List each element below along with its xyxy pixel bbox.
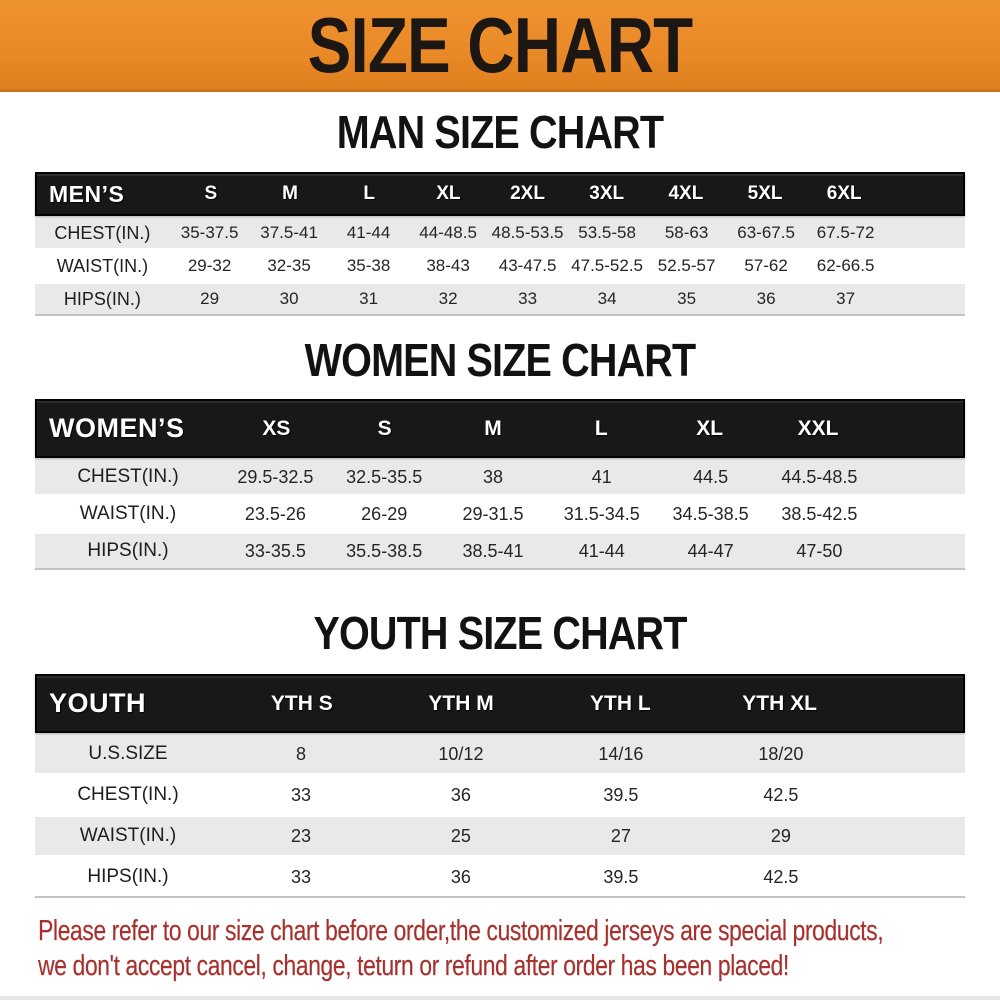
size-value: 36 (450, 784, 471, 805)
size-column-header: 5XL (747, 183, 783, 204)
table-corner-label: MEN’S (49, 180, 125, 207)
size-column-header: YTH XL (742, 691, 817, 715)
table-header-row (35, 674, 965, 733)
measurement-label: HIPS(IN.) (87, 866, 169, 887)
size-column-header: M (484, 416, 502, 440)
measurement-label: CHEST(IN.) (54, 222, 151, 243)
size-value: 14/16 (598, 743, 644, 764)
size-value: 38-43 (426, 256, 470, 275)
table-row (35, 817, 965, 855)
size-value: 44.5-48.5 (781, 466, 858, 487)
table-row (35, 460, 965, 494)
size-column-header: 6XL (826, 183, 862, 204)
size-value: 67.5-72 (816, 223, 875, 242)
size-value: 35-38 (346, 256, 391, 275)
size-value: 33 (290, 866, 311, 887)
size-value: 35.5-38.5 (346, 540, 423, 561)
table-corner-label: YOUTH (49, 688, 146, 718)
size-value: 34 (597, 289, 617, 308)
size-value: 32.5-35.5 (346, 466, 423, 487)
size-value: 41-44 (346, 223, 391, 242)
size-value: 34.5-38.5 (672, 503, 749, 524)
size-value: 47.5-52.5 (571, 256, 644, 275)
size-value: 37.5-41 (260, 223, 318, 242)
size-value: 44-48.5 (419, 223, 477, 242)
table-row (35, 776, 965, 814)
size-value: 44.5 (693, 466, 729, 487)
size-value: 29-31.5 (462, 503, 524, 524)
size-value: 39.5 (603, 866, 639, 887)
page-title: SIZE CHART (307, 0, 693, 89)
size-value: 29 (770, 825, 791, 846)
size-value: 26-29 (361, 503, 408, 524)
size-value: 52.5-57 (657, 256, 716, 275)
table-row (35, 534, 965, 570)
table-row (35, 858, 965, 898)
size-value: 31 (359, 289, 379, 308)
size-value: 23.5-26 (244, 503, 306, 524)
size-value: 58-63 (664, 223, 709, 242)
women-size-chart-heading: WOMEN SIZE CHART (304, 334, 696, 386)
size-value: 42.5 (763, 784, 799, 805)
size-value: 8 (295, 743, 306, 764)
table-body (35, 460, 965, 570)
size-column-header: S (204, 183, 218, 204)
size-value: 39.5 (603, 784, 639, 805)
size-value: 42.5 (763, 866, 799, 887)
size-value: 29-32 (187, 256, 232, 275)
size-value: 36 (756, 289, 776, 308)
size-column-header: M (282, 183, 298, 204)
size-value: 10/12 (438, 743, 484, 764)
youth-size-chart-heading: YOUTH SIZE CHART (313, 607, 687, 659)
table-row (35, 284, 965, 316)
size-value: 35 (677, 289, 697, 308)
size-column-header: L (594, 416, 608, 440)
size-value: 18/20 (758, 743, 804, 764)
size-value: 29 (200, 289, 220, 308)
size-value: 41 (591, 466, 612, 487)
size-column-header: XS (262, 416, 291, 440)
youth-size-chart-section (0, 607, 1000, 898)
table-corner-label: WOMEN’S (49, 413, 185, 443)
size-value: 63-67.5 (737, 223, 795, 242)
youth-size-table (35, 674, 965, 898)
size-value: 32-35 (267, 256, 311, 275)
measurement-label: WAIST(IN.) (79, 825, 177, 846)
size-value: 53.5-58 (578, 223, 636, 242)
size-value: 33-35.5 (244, 540, 306, 561)
table-body (35, 218, 965, 316)
man-size-chart-section (0, 106, 1000, 316)
women-size-table (35, 399, 965, 570)
measurement-label: WAIST(IN.) (56, 255, 149, 276)
table-header-row (35, 172, 965, 216)
measurement-label: HIPS(IN.) (63, 288, 141, 309)
size-column-header: 2XL (510, 183, 545, 204)
man-size-chart-heading: MAN SIZE CHART (336, 106, 664, 158)
table-row (35, 735, 965, 773)
size-column-header: 3XL (589, 183, 625, 204)
table-row (35, 251, 965, 281)
order-disclaimer (38, 914, 1000, 984)
size-value: 38 (482, 466, 503, 487)
measurement-label: U.S.SIZE (88, 743, 168, 764)
table-header-row (35, 399, 965, 458)
size-column-header: XL (696, 416, 724, 440)
size-value: 41-44 (578, 540, 625, 561)
size-column-header: YTH S (270, 691, 333, 715)
table-body (35, 735, 965, 898)
size-value: 27 (610, 825, 631, 846)
disclaimer-line-2: we don't accept cancel, change, teturn or refund after order has been placed! (38, 950, 789, 983)
men-size-table (35, 172, 965, 316)
table-row (35, 497, 965, 531)
size-value: 38.5-42.5 (781, 503, 858, 524)
size-value: 47-50 (796, 540, 843, 561)
table-row (35, 218, 965, 248)
size-value: 37 (836, 289, 856, 308)
size-value: 36 (450, 866, 471, 887)
size-value: 31.5-34.5 (563, 503, 640, 524)
size-value: 25 (450, 825, 471, 846)
size-value: 62-66.5 (816, 256, 875, 275)
size-column-header: L (363, 183, 375, 204)
measurement-label: HIPS(IN.) (87, 540, 169, 561)
size-value: 35-37.5 (180, 223, 239, 242)
size-column-header: XL (436, 183, 461, 204)
size-value: 23 (290, 825, 311, 846)
size-value: 57-62 (744, 256, 788, 275)
size-column-header: S (377, 416, 392, 440)
measurement-label: CHEST(IN.) (77, 784, 179, 805)
size-column-header: YTH L (590, 691, 651, 715)
image-bottom-edge (0, 996, 1000, 1000)
size-value: 44-47 (687, 540, 734, 561)
size-value: 29.5-32.5 (237, 466, 314, 487)
measurement-label: WAIST(IN.) (79, 503, 177, 524)
disclaimer-line-1: Please refer to our size chart before order,the customized jerseys are special products, (38, 915, 884, 947)
size-value: 33 (518, 289, 538, 308)
measurement-label: CHEST(IN.) (77, 466, 179, 487)
women-size-chart-section (0, 334, 1000, 570)
size-value: 30 (279, 289, 299, 308)
size-chart-banner (0, 0, 1000, 92)
size-value: 43-47.5 (498, 256, 557, 275)
size-value: 32 (438, 289, 458, 308)
size-value: 33 (290, 784, 311, 805)
size-column-header: XXL (797, 416, 839, 440)
size-value: 38.5-41 (462, 540, 524, 561)
size-column-header: 4XL (668, 183, 704, 204)
size-column-header: YTH M (428, 691, 494, 715)
size-value: 48.5-53.5 (491, 223, 564, 242)
